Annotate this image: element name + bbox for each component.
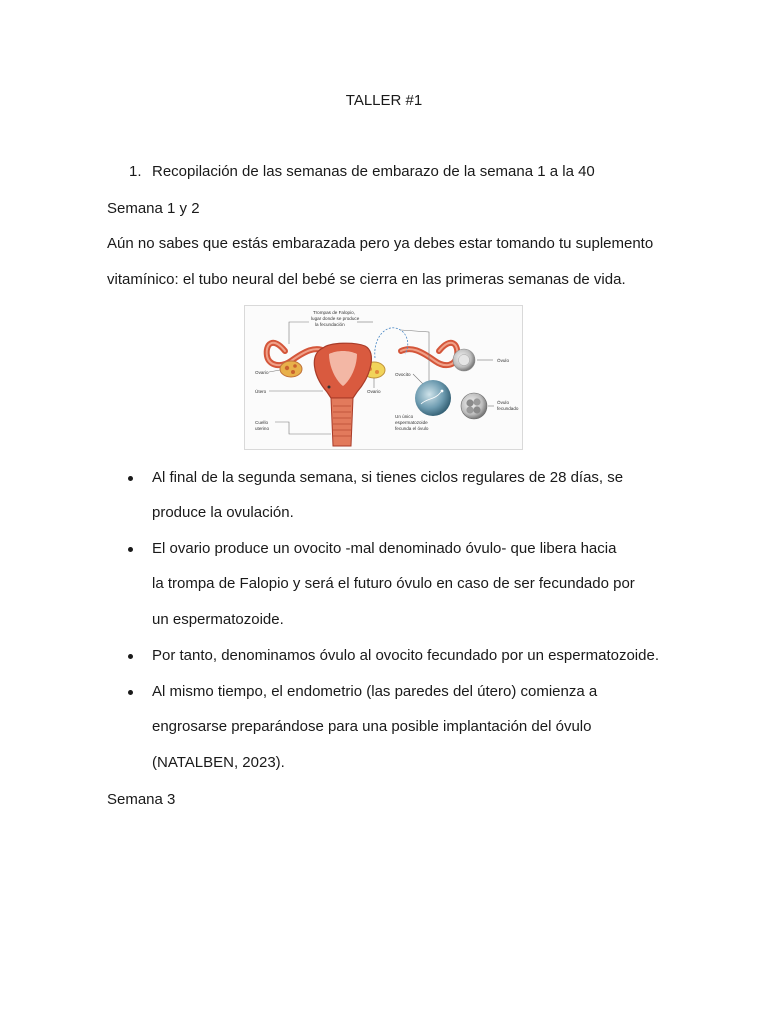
- section-heading-week-3: Semana 3: [107, 791, 176, 808]
- label-ovario-right: Ovario: [367, 389, 381, 394]
- bullet-4-line-1: Al mismo tiempo, el endometrio (las paredes del útero) comienza a: [152, 683, 598, 700]
- label-esperma-line2: espermatozoide: [395, 420, 428, 425]
- bullet-2-line-1: El ovario produce un ovocito -mal denominado óvulo- que libera hacia: [152, 540, 617, 557]
- list-number: 1.: [129, 163, 142, 180]
- label-ovulo-fecundado-line1: Óvulo: [497, 400, 510, 405]
- paragraph-line-1: Aún no sabes que estás embarazada pero ya debes estar tomando tu suplemento: [107, 235, 654, 252]
- bullet-4-line-3: (NATALBEN, 2023).: [152, 754, 285, 771]
- label-esperma-line3: fecunda el óvulo: [395, 426, 429, 431]
- label-utero: Útero: [255, 389, 267, 394]
- bullet-3-line-1: Por tanto, denominamos óvulo al ovocito fecundado por un espermatozoide.: [152, 647, 659, 664]
- bullet-1-line-1: Al final de la segunda semana, si tienes ciclos regulares de 28 días, se: [152, 469, 624, 486]
- paragraph-line-2: vitamínico: el tubo neural del bebé se cierra en las primeras semanas de vida.: [107, 271, 626, 288]
- label-trompas-line1: Trompas de Falopio,: [313, 310, 355, 315]
- section-heading-week-1-2: Semana 1 y 2: [107, 200, 200, 217]
- bullet-2-line-3: un espermatozoide.: [152, 611, 284, 628]
- bullet-1-line-2: produce la ovulación.: [152, 504, 294, 521]
- numbered-list-item: [129, 163, 595, 180]
- label-esperma-line1: Un único: [395, 414, 414, 419]
- list-item-text: Recopilación de las semanas de embarazo de la semana 1 a la 40: [152, 163, 595, 180]
- bullet-4-line-2: engrosarse preparándose para una posible implantación del óvulo: [152, 718, 592, 735]
- bullet-dot: [128, 690, 133, 695]
- label-trompas-line3: la fecundación: [315, 322, 345, 327]
- bullet-dot: [128, 476, 133, 481]
- document-title: TALLER #1: [345, 92, 423, 109]
- label-ovulo-fecundado-line2: fecundado: [497, 406, 519, 411]
- reproductive-system-illustration: [244, 305, 523, 450]
- label-ovario-left: Ovario: [255, 370, 269, 375]
- label-trompas-line2: lugar donde se produce: [311, 316, 360, 321]
- label-ovulo: Óvulo: [497, 358, 510, 363]
- bullet-dot: [128, 654, 133, 659]
- label-ovocito: Ovocito: [395, 372, 411, 377]
- bullet-2-line-2: la trompa de Falopio y será el futuro óvulo en caso de ser fecundado por: [152, 575, 635, 592]
- bullet-dot: [128, 547, 133, 552]
- label-cuello-line1: Cuello: [255, 420, 269, 425]
- label-cuello-line2: uterino: [255, 426, 270, 431]
